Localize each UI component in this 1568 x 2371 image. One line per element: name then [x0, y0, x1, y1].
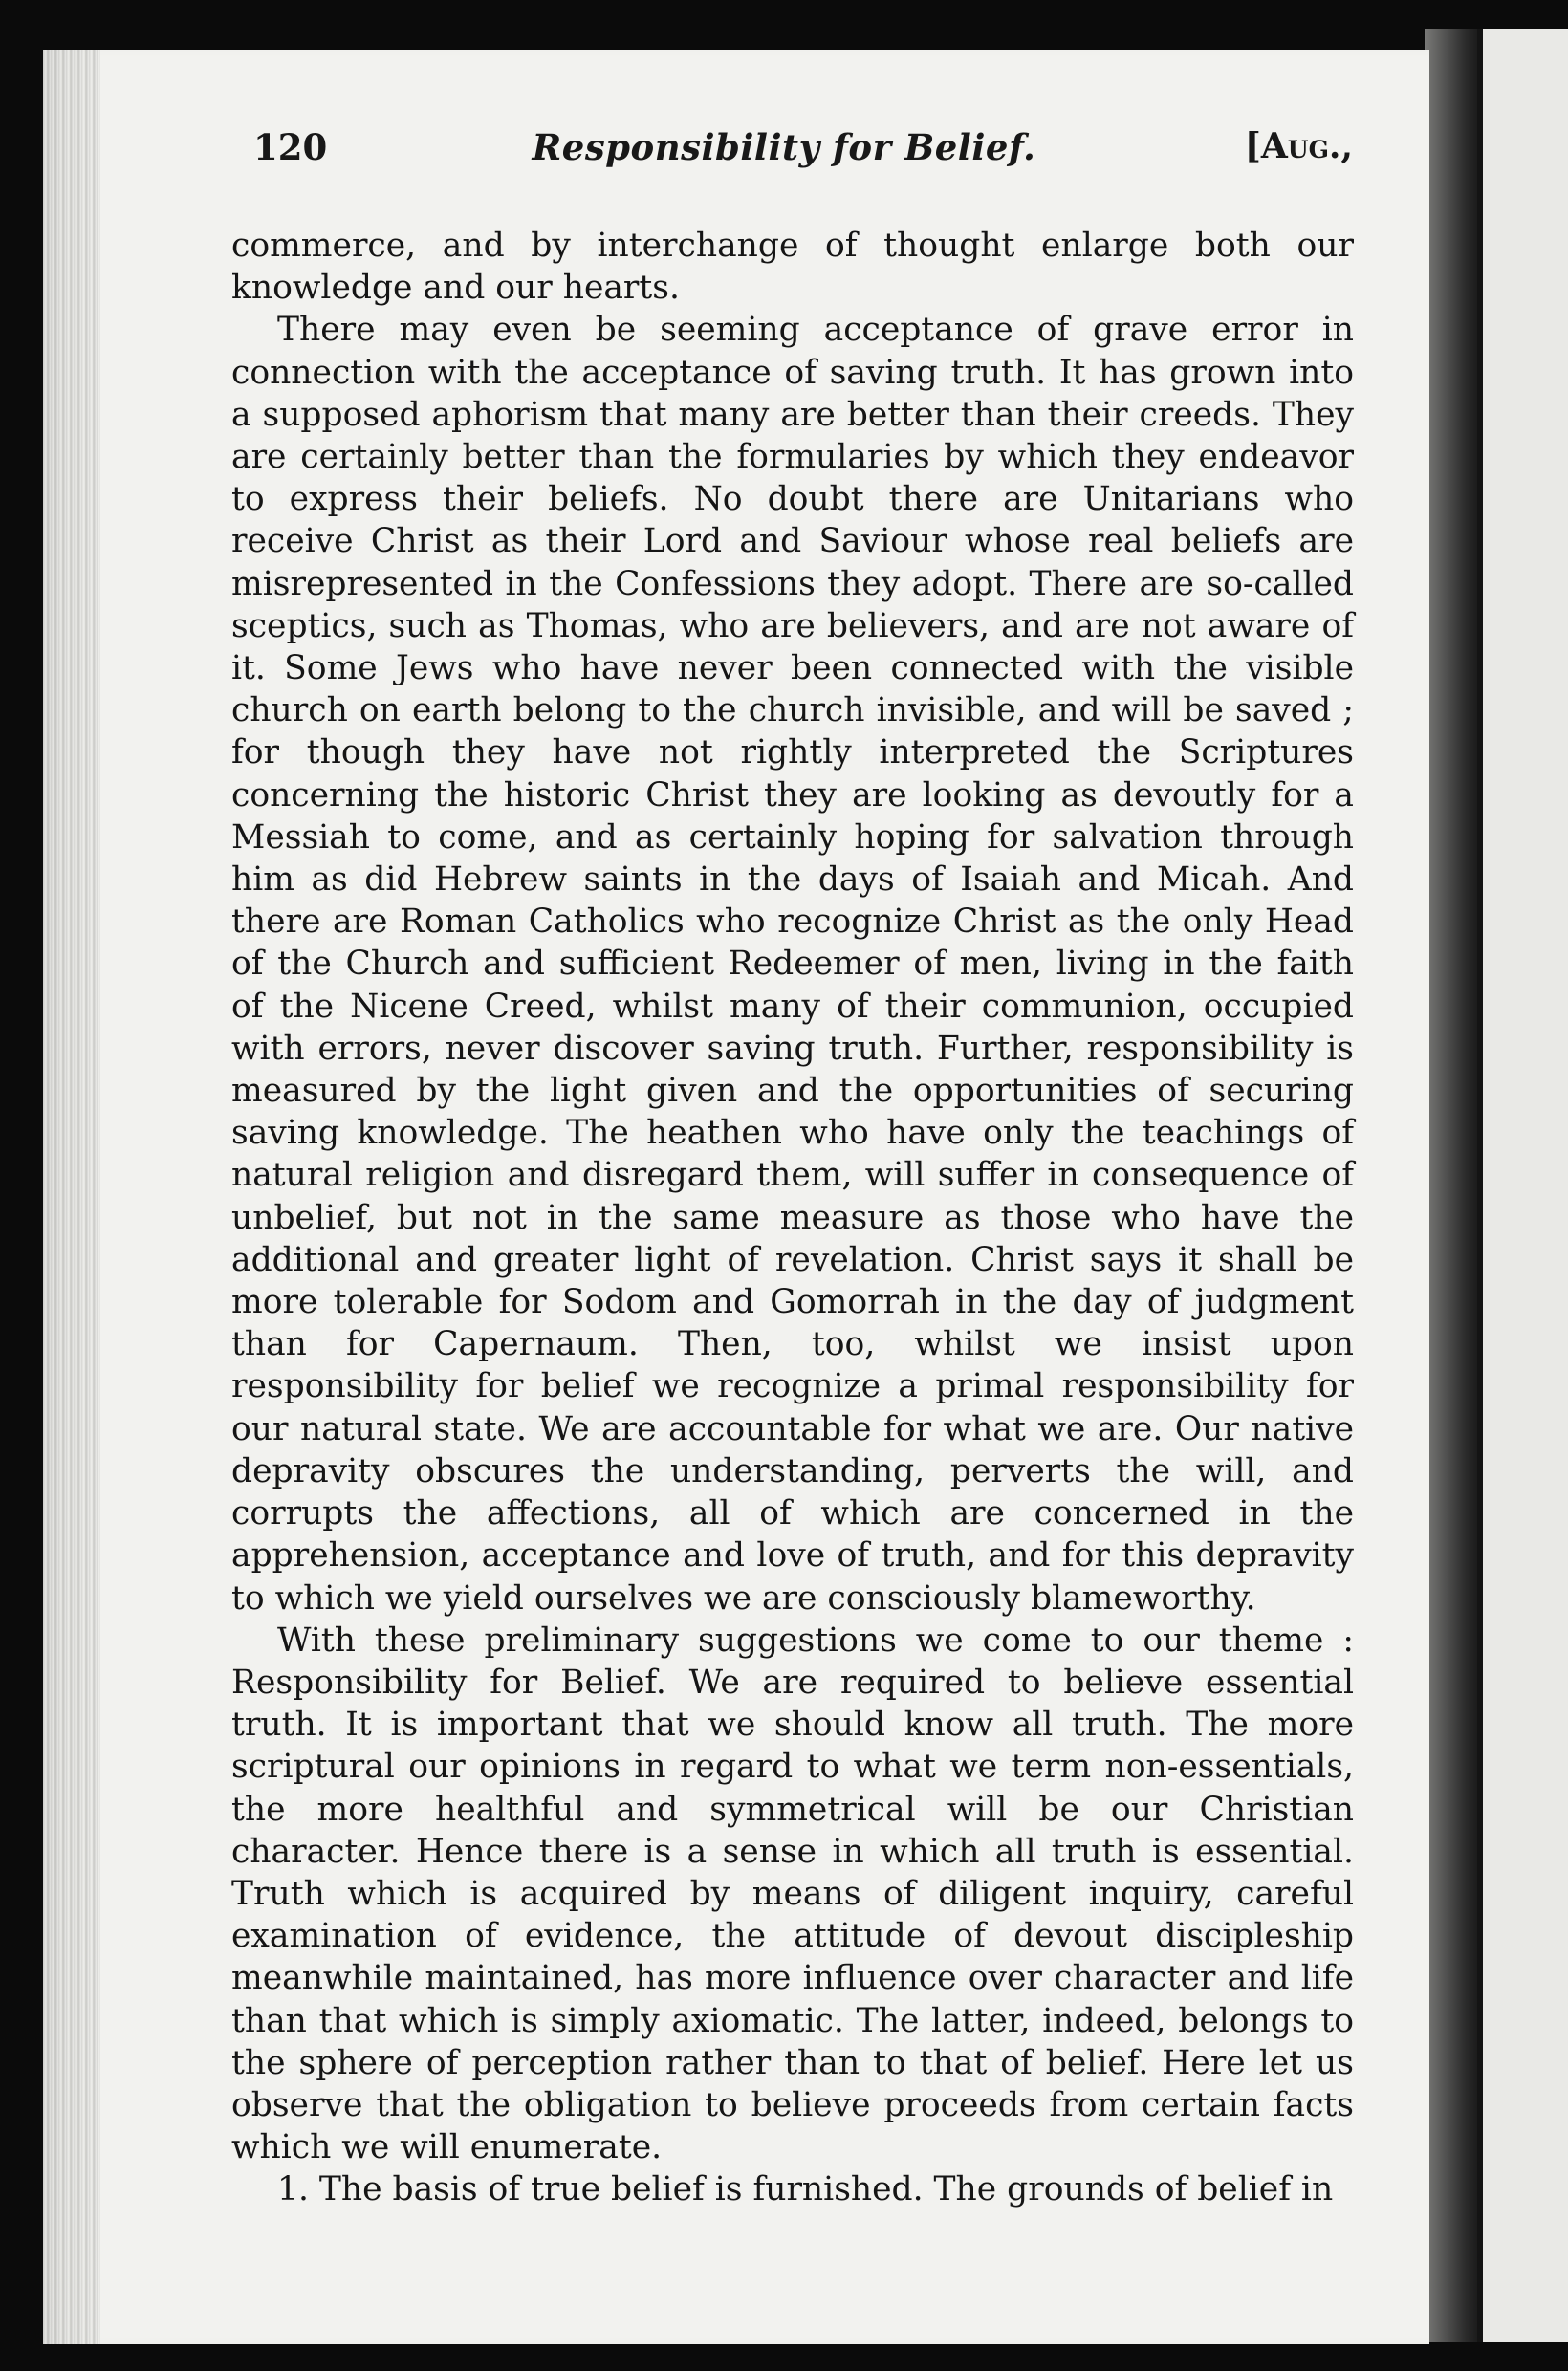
book-spine-shadow — [1425, 29, 1484, 2342]
page-number: 120 — [253, 126, 328, 168]
page-gutter — [43, 50, 100, 2344]
running-header — [215, 107, 1353, 174]
facing-page-edge — [1477, 29, 1568, 2342]
running-date: [Aug., — [1244, 126, 1353, 166]
paragraph: There may even be seeming acceptance of grave error in connection with the acceptance of saving truth. It has grown into a supposed aphorism that many are better than their creeds. They are certainly better than the formularies by which they endeavor to express their beliefs. No doubt there are Unitarians who receive Christ as their Lord and Saviour whose real beliefs are misrepresented in the Confessions they adopt. There are so-called sceptics, such as Thomas, who are believers, and are not aware of it. Some Jews who have never been connected with the visible church on earth belong to the church invisible, and will be saved ; for though they have not rightly interpreted the Scriptures concerning the historic Christ they are looking as devoutly for a Messiah to come, and as certainly hoping for salvation through him as did Hebrew saints in the days of Isaiah and Micah. And there are Roman Catholics who recognize Christ as the only Head of the Church and sufficient Redeemer of men, living in the faith of the Nicene Creed, whilst many of their communion, occupied with errors, never discover saving truth. Further, responsibility is measured by the light given and the opportunities of securing saving knowledge. The heathen who have only the teachings of natural religion and disregard them, will suffer in consequence of unbelief, but not in the same measure as those who have the additional and greater light of revelation. Christ says it shall be more tolerable for Sodom and Gomorrah in the day of judgment than for Capernaum. Then, too, whilst we insist upon responsibility for belief we recognize a primal responsibility for our natural state. We are accountable for what we are. Our native depravity obscures the understanding, perverts the will, and corrupts the affections, all of which are concerned in the apprehension, acceptance and love of truth, and for this depravity to which we yield ourselves we are consciously blameworthy. — [231, 311, 1354, 1618]
running-title: Responsibility for Belief. — [532, 126, 1036, 168]
paragraph-numbered: 1. The basis of true belief is furnished. The grounds of belief in — [277, 2170, 1334, 2209]
paragraph-continued: commerce, and by interchange of thought enlarge both our knowledge and our hearts. — [231, 227, 1354, 308]
page-body — [231, 225, 1354, 2211]
paragraph: With these preliminary suggestions we come to our theme : Responsibility for Belief. We are required to believe essential truth. It is important that we should know all truth. The more scriptural our opinions in regard to what we term non-essentials, the more healthful and symmetrical will be our Christian character. Hence there is a sense in which all truth is essential. Truth which is acquired by means of diligent inquiry, careful examination of evidence, the attitude of devout discipleship meanwhile maintained, has more influence over character and life than that which is simply axiomatic. The latter, indeed, belongs to the sphere of perception rather than to that of belief. Here let us observe that the obligation to believe proceeds from certain facts which we will enumerate. — [231, 1621, 1354, 2167]
